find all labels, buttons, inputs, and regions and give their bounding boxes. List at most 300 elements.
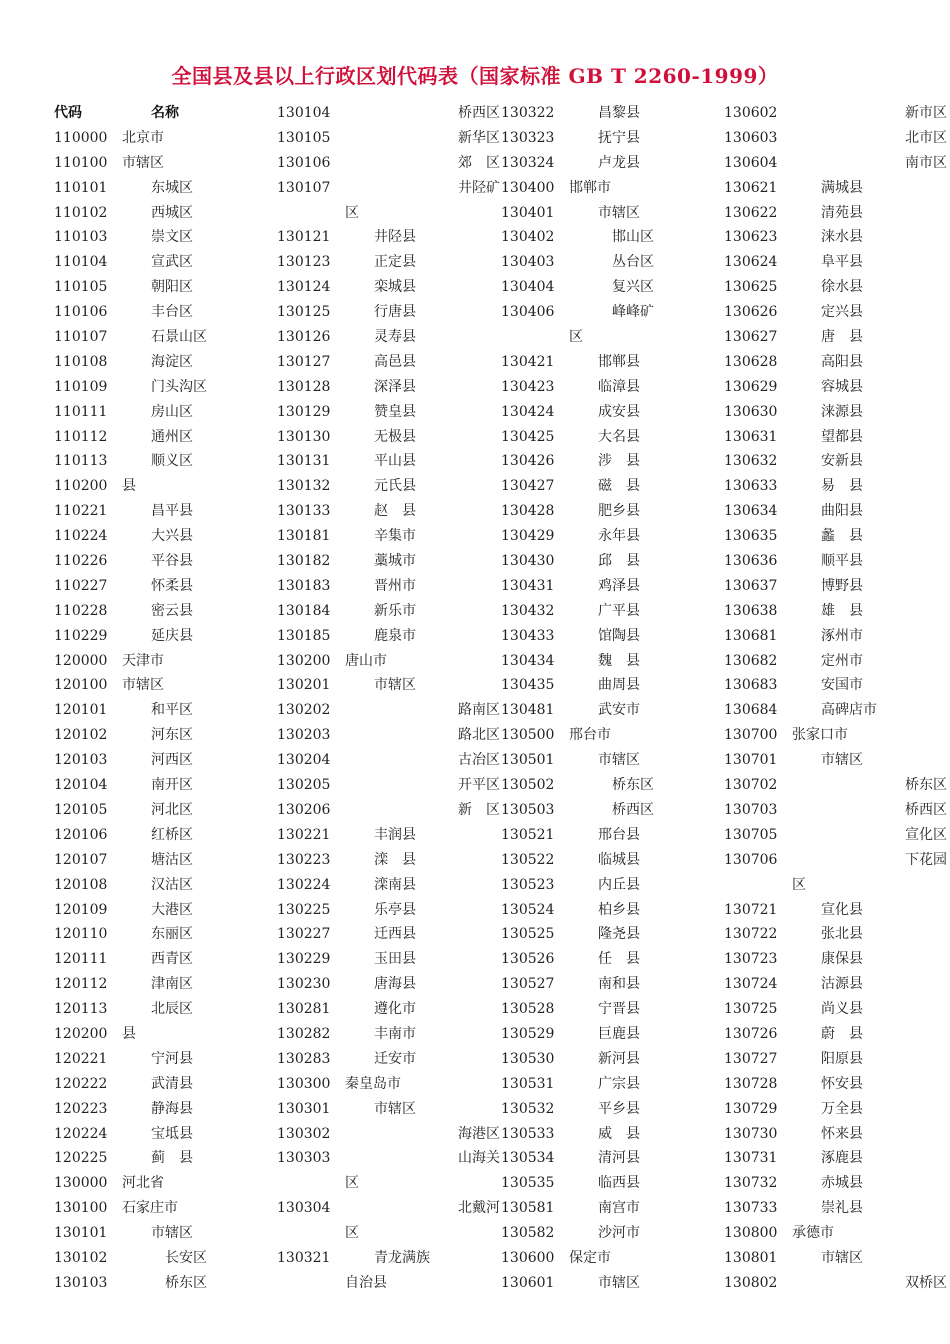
region-name: 鸡泽县 — [598, 577, 640, 594]
region-code: 120107 — [54, 851, 108, 868]
table-row — [724, 1171, 947, 1196]
region-name: 南宫市 — [598, 1200, 640, 1217]
region-name: 雄 县 — [821, 602, 863, 619]
table-row — [724, 300, 947, 325]
table-row — [54, 400, 277, 425]
table-header — [54, 101, 277, 126]
header-name: 名称 — [151, 105, 179, 121]
region-code: 130124 — [277, 279, 331, 296]
region-name: 卢龙县 — [598, 154, 640, 171]
table-row — [724, 823, 947, 848]
table-row — [277, 1072, 500, 1097]
region-name: 望都县 — [821, 428, 863, 445]
region-name: 新 区 — [458, 801, 500, 818]
table-row — [54, 673, 277, 698]
region-name: 邯郸县 — [598, 353, 640, 370]
table-row — [724, 922, 947, 947]
table-row — [277, 1097, 500, 1122]
table-row — [724, 1022, 947, 1047]
region-code: 130283 — [277, 1050, 331, 1067]
region-name: 路南区 — [458, 702, 500, 719]
region-code: 130203 — [277, 727, 331, 744]
table-row — [501, 449, 724, 474]
table-row — [54, 1097, 277, 1122]
region-code: 130600 — [501, 1249, 555, 1266]
region-code: 130729 — [724, 1100, 778, 1117]
region-code: 110107 — [54, 329, 108, 346]
region-code: 110229 — [54, 627, 108, 644]
table-row — [54, 1146, 277, 1171]
table-row — [277, 1196, 500, 1221]
region-code: 130582 — [501, 1225, 555, 1242]
region-name: 河北区 — [151, 801, 193, 818]
region-name: 秦皇岛市 — [345, 1075, 401, 1092]
region-name: 安新县 — [821, 453, 863, 470]
region-code: 130635 — [724, 528, 778, 545]
table-row — [501, 947, 724, 972]
region-name: 怀安县 — [821, 1075, 863, 1092]
region-name: 滦 县 — [374, 851, 416, 868]
region-name: 邱 县 — [598, 553, 640, 570]
table-row — [724, 673, 947, 698]
table-row — [277, 947, 500, 972]
region-code: 130225 — [277, 901, 331, 918]
region-code: 130425 — [501, 428, 555, 445]
region-code: 130702 — [724, 777, 778, 794]
region-code: 130481 — [501, 702, 555, 719]
table-row — [724, 873, 947, 898]
region-code: 130123 — [277, 254, 331, 271]
region-code: 130227 — [277, 926, 331, 943]
region-name: 栾城县 — [374, 279, 416, 296]
table-row — [501, 574, 724, 599]
region-code: 130100 — [54, 1200, 108, 1217]
region-name: 康保县 — [821, 951, 863, 968]
region-name: 清河县 — [598, 1150, 640, 1167]
region-name: 辛集市 — [374, 528, 416, 545]
region-name: 高邑县 — [374, 353, 416, 370]
region-code: 130727 — [724, 1050, 778, 1067]
table-row — [501, 599, 724, 624]
region-name: 市辖区 — [598, 1274, 640, 1291]
region-name: 密云县 — [151, 602, 193, 619]
region-code: 130531 — [501, 1075, 555, 1092]
region-code: 130682 — [724, 652, 778, 669]
table-row — [724, 848, 947, 873]
region-name: 西青区 — [151, 951, 193, 968]
region-code: 120225 — [54, 1150, 108, 1167]
region-name: 抚宁县 — [598, 129, 640, 146]
region-code: 130406 — [501, 304, 555, 321]
region-name: 市辖区 — [598, 752, 640, 769]
region-code: 130133 — [277, 503, 331, 520]
header-code: 代码 — [54, 105, 82, 121]
table-row — [54, 425, 277, 450]
region-name: 唐海县 — [374, 976, 416, 993]
region-name: 行唐县 — [374, 304, 416, 321]
region-code: 130533 — [501, 1125, 555, 1142]
table-row — [277, 1146, 500, 1171]
table-row — [277, 101, 500, 126]
region-code: 130731 — [724, 1150, 778, 1167]
table-row — [501, 972, 724, 997]
table-row — [724, 898, 947, 923]
table-row — [501, 126, 724, 151]
region-name: 宝坻县 — [151, 1125, 193, 1142]
table-row — [724, 748, 947, 773]
table-row — [501, 1122, 724, 1147]
region-name: 成安县 — [598, 403, 640, 420]
region-code: 130730 — [724, 1125, 778, 1142]
region-name: 桥西区 — [612, 801, 654, 818]
table-row — [501, 1221, 724, 1246]
table-row — [277, 449, 500, 474]
region-code: 130230 — [277, 976, 331, 993]
region-code: 130206 — [277, 801, 331, 818]
region-code: 130721 — [724, 901, 778, 918]
table-row — [501, 300, 724, 325]
region-name: 宣化县 — [821, 901, 863, 918]
region-name: 河西区 — [151, 752, 193, 769]
table-row — [501, 275, 724, 300]
region-name: 临城县 — [598, 851, 640, 868]
region-name: 崇礼县 — [821, 1200, 863, 1217]
table-row — [54, 599, 277, 624]
region-code: 130428 — [501, 503, 555, 520]
table-row — [501, 325, 724, 350]
region-code: 130000 — [54, 1175, 108, 1192]
region-name: 平乡县 — [598, 1100, 640, 1117]
region-code: 120221 — [54, 1050, 108, 1067]
region-code: 130106 — [277, 154, 331, 171]
table-row — [501, 151, 724, 176]
table-row — [501, 748, 724, 773]
table-row — [277, 673, 500, 698]
region-name: 唐 县 — [821, 329, 863, 346]
region-name: 内丘县 — [598, 876, 640, 893]
table-row — [501, 1171, 724, 1196]
table-row — [501, 698, 724, 723]
region-code: 110226 — [54, 553, 108, 570]
region-name: 区 — [569, 329, 583, 346]
region-code: 130401 — [501, 204, 555, 221]
region-code: 130301 — [277, 1100, 331, 1117]
region-code: 120104 — [54, 777, 108, 794]
region-name: 区 — [345, 1225, 359, 1242]
table-row — [724, 1146, 947, 1171]
region-code: 130128 — [277, 378, 331, 395]
region-name: 沽源县 — [821, 976, 863, 993]
table-row — [277, 425, 500, 450]
table-row — [54, 549, 277, 574]
region-code: 120101 — [54, 702, 108, 719]
region-code: 130681 — [724, 627, 778, 644]
region-name: 广宗县 — [598, 1075, 640, 1092]
region-name: 桥东区 — [165, 1274, 207, 1291]
region-code: 130432 — [501, 602, 555, 619]
table-row — [277, 748, 500, 773]
table-row — [54, 972, 277, 997]
region-name: 昌黎县 — [598, 105, 640, 121]
region-name: 临西县 — [598, 1175, 640, 1192]
region-name: 东丽区 — [151, 926, 193, 943]
region-name: 张家口市 — [792, 727, 848, 744]
table-row — [54, 375, 277, 400]
table-row — [724, 649, 947, 674]
region-code: 130724 — [724, 976, 778, 993]
region-code: 120222 — [54, 1075, 108, 1092]
table-row — [54, 1072, 277, 1097]
table-row — [724, 574, 947, 599]
region-name: 沙河市 — [598, 1225, 640, 1242]
region-name: 区 — [792, 876, 806, 893]
region-code: 130282 — [277, 1025, 331, 1042]
region-code: 130302 — [277, 1125, 331, 1142]
table-row — [501, 1146, 724, 1171]
region-code: 120000 — [54, 652, 108, 669]
table-row — [277, 773, 500, 798]
table-row — [54, 698, 277, 723]
table-row — [54, 1246, 277, 1271]
region-code: 130300 — [277, 1075, 331, 1092]
region-name: 通州区 — [151, 428, 193, 445]
region-name: 肥乡县 — [598, 503, 640, 520]
table-row — [724, 151, 947, 176]
region-code: 130725 — [724, 1001, 778, 1018]
table-row — [501, 898, 724, 923]
table-row — [54, 524, 277, 549]
region-name: 涞水县 — [821, 229, 863, 246]
region-code: 130626 — [724, 304, 778, 321]
region-name: 山海关 — [458, 1150, 500, 1167]
region-name: 承德市 — [792, 1225, 834, 1242]
region-name: 县 — [122, 1025, 136, 1042]
table-row — [277, 1022, 500, 1047]
region-code: 110103 — [54, 229, 108, 246]
table-row — [277, 574, 500, 599]
table-row — [501, 1072, 724, 1097]
region-name: 赤城县 — [821, 1175, 863, 1192]
table-row — [501, 624, 724, 649]
region-code: 130528 — [501, 1001, 555, 1018]
region-name: 市辖区 — [821, 752, 863, 769]
table-row — [724, 499, 947, 524]
table-row — [54, 922, 277, 947]
table-row — [724, 1122, 947, 1147]
region-code: 130726 — [724, 1025, 778, 1042]
table-row — [277, 375, 500, 400]
table-row — [277, 1246, 500, 1271]
table-row — [501, 425, 724, 450]
region-name: 和平区 — [151, 702, 193, 719]
region-code: 130281 — [277, 1001, 331, 1018]
region-name: 丰台区 — [151, 304, 193, 321]
region-code: 130429 — [501, 528, 555, 545]
region-name: 深泽县 — [374, 378, 416, 395]
region-code: 130527 — [501, 976, 555, 993]
region-code: 130636 — [724, 553, 778, 570]
region-code: 130130 — [277, 428, 331, 445]
region-name: 双桥区 — [905, 1274, 947, 1291]
region-code: 130637 — [724, 577, 778, 594]
region-name: 昌平县 — [151, 503, 193, 520]
region-name: 顺平县 — [821, 553, 863, 570]
region-code: 130421 — [501, 353, 555, 370]
region-name: 保定市 — [569, 1249, 611, 1266]
region-code: 130201 — [277, 677, 331, 694]
region-code: 130223 — [277, 851, 331, 868]
region-code: 130802 — [724, 1274, 778, 1291]
table-row — [724, 400, 947, 425]
region-code: 130800 — [724, 1225, 778, 1242]
table-row — [724, 1047, 947, 1072]
table-column-1 — [54, 101, 277, 1296]
table-row — [724, 1246, 947, 1271]
table-row — [277, 176, 500, 201]
region-code: 120113 — [54, 1001, 108, 1018]
region-code: 130202 — [277, 702, 331, 719]
table-row — [54, 798, 277, 823]
region-name: 南和县 — [598, 976, 640, 993]
region-name: 蓟 县 — [151, 1150, 193, 1167]
region-name: 新华区 — [458, 129, 500, 146]
region-name: 任 县 — [598, 951, 640, 968]
table-row — [724, 1221, 947, 1246]
region-code: 130103 — [54, 1274, 108, 1291]
region-name: 市辖区 — [122, 677, 164, 694]
region-code: 120200 — [54, 1025, 108, 1042]
region-name: 县 — [122, 478, 136, 495]
region-code: 130525 — [501, 926, 555, 943]
region-name: 威 县 — [598, 1125, 640, 1142]
region-name: 邯山区 — [612, 229, 654, 246]
table-row — [501, 1196, 724, 1221]
table-row — [724, 126, 947, 151]
region-code: 130630 — [724, 403, 778, 420]
region-name: 井陉矿 — [458, 179, 500, 196]
table-row — [277, 400, 500, 425]
region-name: 井陉县 — [374, 229, 416, 246]
region-code: 130703 — [724, 801, 778, 818]
table-row — [54, 823, 277, 848]
region-name: 桥东区 — [612, 777, 654, 794]
region-code: 130424 — [501, 403, 555, 420]
region-code: 130628 — [724, 353, 778, 370]
region-code: 130638 — [724, 602, 778, 619]
region-code: 130430 — [501, 553, 555, 570]
region-code: 130632 — [724, 453, 778, 470]
region-name: 区 — [345, 204, 359, 221]
region-code: 130229 — [277, 951, 331, 968]
region-name: 青龙满族 — [374, 1249, 430, 1266]
region-code: 130624 — [724, 254, 778, 271]
region-code: 110221 — [54, 503, 108, 520]
region-name: 东城区 — [151, 179, 193, 196]
table-row — [277, 524, 500, 549]
region-code: 130200 — [277, 652, 331, 669]
region-code: 130733 — [724, 1200, 778, 1217]
region-name: 静海县 — [151, 1100, 193, 1117]
region-code: 120102 — [54, 727, 108, 744]
region-name: 邢台县 — [598, 826, 640, 843]
region-name: 藁城市 — [374, 553, 416, 570]
table-row — [501, 798, 724, 823]
region-code: 110228 — [54, 602, 108, 619]
region-code: 130683 — [724, 677, 778, 694]
region-name: 红桥区 — [151, 826, 193, 843]
region-code: 130723 — [724, 951, 778, 968]
region-name: 峰峰矿 — [612, 304, 654, 321]
table-row — [277, 997, 500, 1022]
region-code: 130581 — [501, 1200, 555, 1217]
table-row — [277, 499, 500, 524]
region-code: 120112 — [54, 976, 108, 993]
table-row — [501, 773, 724, 798]
region-name: 平山县 — [374, 453, 416, 470]
table-row — [277, 649, 500, 674]
region-name: 馆陶县 — [598, 627, 640, 644]
region-name: 临漳县 — [598, 378, 640, 395]
region-name: 新乐市 — [374, 602, 416, 619]
region-code: 130102 — [54, 1249, 108, 1266]
table-row — [54, 1047, 277, 1072]
region-code: 130101 — [54, 1225, 108, 1242]
region-name: 开平区 — [458, 777, 500, 794]
region-name: 磁 县 — [598, 478, 640, 495]
region-name: 南市区 — [905, 154, 947, 171]
region-name: 晋州市 — [374, 577, 416, 594]
table-row — [724, 723, 947, 748]
table-row — [277, 848, 500, 873]
region-name: 长安区 — [165, 1249, 207, 1266]
region-code: 110109 — [54, 378, 108, 395]
region-name: 遵化市 — [374, 1001, 416, 1018]
table-row — [54, 873, 277, 898]
table-row — [54, 225, 277, 250]
table-row — [54, 499, 277, 524]
region-name: 阜平县 — [821, 254, 863, 271]
region-code: 110000 — [54, 129, 108, 146]
region-code: 130633 — [724, 478, 778, 495]
table-row — [54, 1122, 277, 1147]
table-row — [724, 101, 947, 126]
region-name: 迁西县 — [374, 926, 416, 943]
table-row — [501, 922, 724, 947]
table-row — [277, 898, 500, 923]
region-name: 宣武区 — [151, 254, 193, 271]
region-name: 徐水县 — [821, 279, 863, 296]
region-code: 130321 — [277, 1249, 331, 1266]
region-code: 130404 — [501, 279, 555, 296]
region-name: 市辖区 — [151, 1225, 193, 1242]
table-row — [277, 624, 500, 649]
region-code: 130125 — [277, 304, 331, 321]
table-row — [724, 1271, 947, 1296]
region-name: 曲阳县 — [821, 503, 863, 520]
region-name: 自治县 — [345, 1274, 387, 1291]
region-name: 路北区 — [458, 727, 500, 744]
region-code: 120100 — [54, 677, 108, 694]
table-row — [724, 275, 947, 300]
table-row — [501, 524, 724, 549]
table-row — [501, 400, 724, 425]
table-row — [54, 1271, 277, 1296]
table-row — [501, 723, 724, 748]
region-code: 120108 — [54, 876, 108, 893]
table-row — [501, 1271, 724, 1296]
region-name: 北市区 — [905, 129, 947, 146]
table-row — [501, 225, 724, 250]
